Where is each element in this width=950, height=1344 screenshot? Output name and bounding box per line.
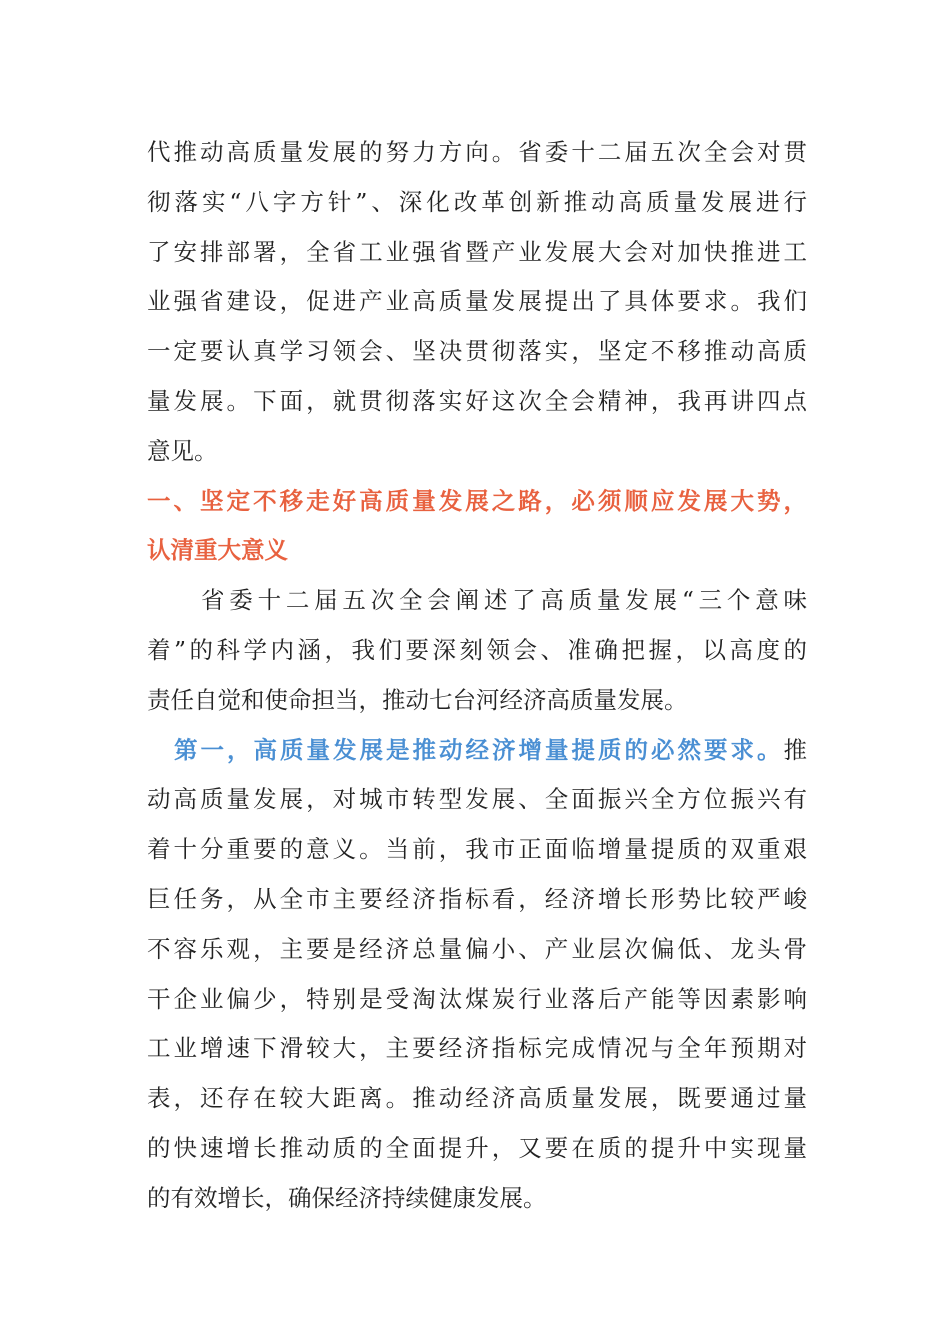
intro-line: 业强省建设，促进产业高质量发展提出了具体要求。我们 [147,287,807,316]
subsection-line: 表，还存在较大距离。推动经济高质量发展，既要通过量 [147,1084,807,1113]
subsection-lead-tail: 推 [783,735,807,764]
intro-line: 彻落实“八字方针”、深化改革创新推动高质量发展进行 [147,187,807,216]
section-1-heading [147,477,807,577]
subsection-first-line [147,726,807,776]
subsection-line: 不容乐观，主要是经济总量偏小、产业层次偏低、龙头骨 [147,934,807,963]
section-paragraph-line: 省委十二届五次全会阐述了高质量发展“三个意味 [201,586,807,615]
subsection-lead: 第一，高质量发展是推动经济增量提质的必然要求。 [174,735,784,764]
subsection-line: 着十分重要的意义。当前，我市正面临增量提质的双重艰 [147,835,807,864]
section-paragraph-line: 责任自觉和使命担当，推动七台河经济高质量发展。 [147,685,688,714]
subsection-line: 的快速增长推动质的全面提升，又要在质的提升中实现量 [147,1133,807,1162]
subsection-line: 的有效增长，确保经济持续健康发展。 [147,1183,547,1212]
intro-paragraph [147,128,807,477]
intro-line: 代推动高质量发展的努力方向。省委十二届五次全会对贯 [147,138,807,166]
section-paragraph-line: 着”的科学内涵，我们要深刻领会、准确把握，以高度的 [147,635,807,664]
intro-line: 一定要认真学习领会、坚决贯彻落实，坚定不移推动高质 [147,337,807,366]
subsection-line: 干企业偏少，特别是受淘汰煤炭行业落后产能等因素影响 [147,984,807,1013]
subsection-line: 巨任务，从全市主要经济指标看，经济增长形势比较严峻 [147,884,807,913]
intro-line: 意见。 [147,436,218,465]
intro-line: 了安排部署，全省工业强省暨产业发展大会对加快推进工 [147,237,807,266]
document-page [147,128,807,1224]
subsection-1-paragraph [147,726,807,1224]
subsection-line: 工业增速下滑较大，主要经济指标完成情况与全年预期对 [147,1034,807,1063]
section-heading-line: 一、坚定不移走好高质量发展之路，必须顺应发展大势， [147,486,807,515]
section-heading-line: 认清重大意义 [147,536,288,565]
section-1-paragraph [147,576,807,725]
intro-line: 量发展。下面，就贯彻落实好这次全会精神，我再讲四点 [147,386,807,415]
subsection-line: 动高质量发展，对城市转型发展、全面振兴全方位振兴有 [147,785,807,814]
